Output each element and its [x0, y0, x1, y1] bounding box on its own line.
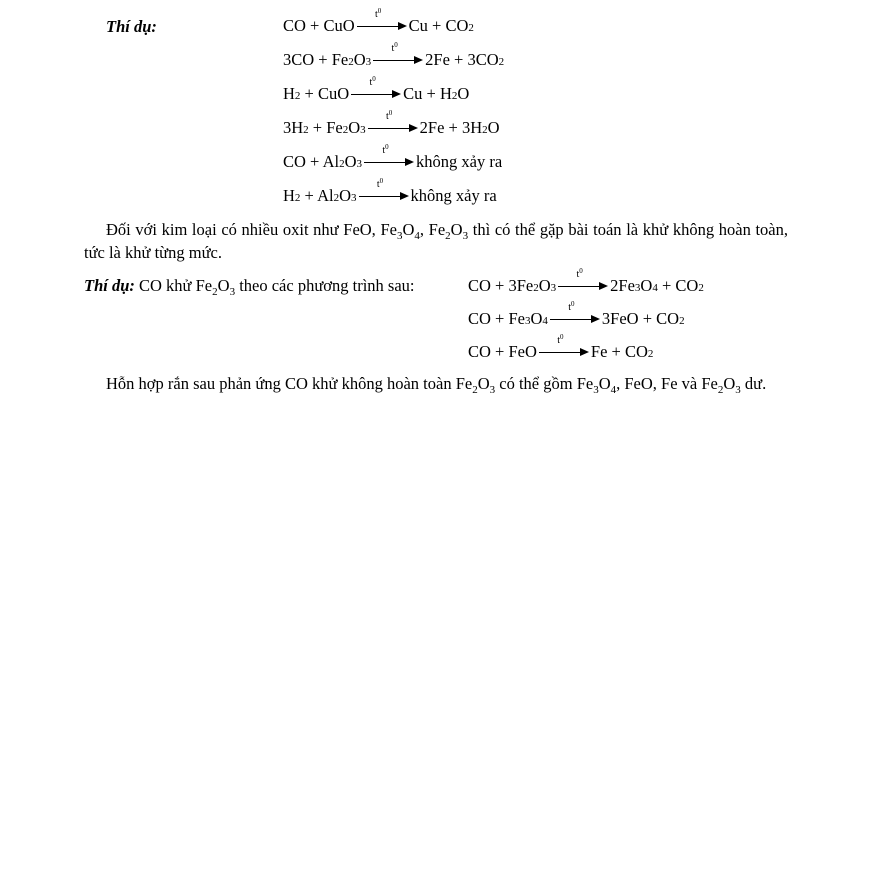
equation-rhs-text: O [457, 84, 470, 103]
paragraph-2-text: O [723, 374, 736, 393]
equation-lhs-text: O [339, 186, 351, 205]
reaction-condition: $t^0$ [376, 177, 384, 190]
equation-rhs-text: Fe + CO [590, 342, 648, 361]
reaction-arrow-icon [357, 7, 407, 31]
example-2-intro-subscript: 3 [229, 286, 236, 298]
paragraph-2-text: O [477, 374, 490, 393]
equation-row: H 2 + Al 2 O 3 $t^0$ không xảy ra [283, 177, 497, 205]
equation-lhs-text: CO + Fe [468, 309, 525, 328]
reaction-arrow-icon [539, 333, 589, 357]
equation-lhs-text: 3H [283, 118, 304, 137]
paragraph-1-text: O [450, 220, 463, 239]
equation-lhs-text: CO + CuO [283, 16, 355, 35]
equation-lhs-text: H [283, 186, 295, 205]
reaction-condition: $t^0$ [382, 143, 389, 156]
equation-lhs-text: O [348, 118, 361, 137]
equation-rhs-text: 3FeO + CO [601, 309, 680, 328]
equation-lhs-text: + Al [300, 186, 334, 205]
paragraph-1-subscript: 3 [462, 230, 469, 242]
equation-rhs-text: Cu + CO [408, 16, 469, 35]
paragraph-2 [84, 372, 788, 395]
example-label-2: Thí dụ: [84, 276, 135, 295]
paragraph-2-subscript: 2 [472, 384, 478, 396]
reaction-condition: $t^0$ [375, 7, 382, 20]
equation-row: 3H 2 + Fe 2 O 3 $t^0$ 2Fe + 3H 2 O [283, 109, 500, 137]
reaction-condition: $t^0$ [386, 109, 393, 122]
paragraph-2-text: Hỗn hợp rắn sau phản ứng CO khử không hoàn toàn Fe [106, 374, 473, 393]
paragraph-1 [84, 218, 788, 264]
reaction-arrow-icon [368, 109, 418, 133]
equation-lhs-text: H [283, 84, 295, 103]
example-2-intro-text: theo các phương trình sau: [235, 276, 415, 295]
paragraph-2-text: có thể gồm Fe [495, 374, 594, 393]
reaction-arrow-icon [359, 177, 409, 201]
paragraph-1-text [84, 220, 788, 262]
example-2-intro [139, 276, 415, 298]
equation-row: CO + Al 2 O 3 $t^0$ không xảy ra [283, 143, 503, 171]
paragraph-2-text [106, 374, 767, 396]
equation-rhs-text: O [640, 276, 653, 295]
reaction-condition: $t^0$ [391, 41, 398, 54]
equation-lhs-text: CO + 3Fe [468, 276, 534, 295]
reaction-condition: $t^0$ [576, 267, 583, 280]
equation-lhs-text: 3CO + Fe [283, 50, 349, 69]
equation-lhs-text: CO + Al [283, 152, 340, 171]
paragraph-1-text: Đối với kim loại có nhiều oxit như FeO, Fe [106, 220, 397, 239]
equation-row: H 2 + CuO $t^0$ Cu + H 2 O [283, 75, 470, 103]
example-2-intro-subscript: 2 [212, 286, 218, 298]
paragraph-2-subscript: 4 [610, 384, 617, 396]
equation-rhs-text: Cu + H [403, 84, 452, 103]
equation-lhs-text: + Fe [308, 118, 343, 137]
equation-row: CO + CuO $t^0$ Cu + CO 2 [283, 7, 474, 35]
reaction-condition: $t^0$ [369, 75, 376, 88]
paragraph-1-text: O [402, 220, 415, 239]
equation-lhs-text: O [353, 50, 366, 69]
equation-rhs-text: 2Fe + 3CO [425, 50, 499, 69]
paragraph-2-subscript: 2 [717, 384, 724, 396]
equation-rhs-text: + CO [657, 276, 699, 295]
example-2-intro-text: CO khử Fe [139, 276, 213, 295]
paragraph-2-text: , FeO, Fe và Fe [616, 374, 718, 393]
equation-row: CO + Fe 3 O 4 $t^0$ 3FeO + CO 2 [468, 300, 685, 328]
equation-lhs-text: O [530, 309, 543, 328]
equation-rhs-text: không xảy ra [416, 152, 503, 171]
equation-rhs-text: 2Fe + 3H [419, 118, 483, 137]
paragraph-1-subscript: 3 [396, 230, 403, 242]
equation-rhs-text: 2Fe [610, 276, 635, 295]
example-2-intro-text: O [217, 276, 230, 295]
paragraph-2-subscript: 3 [489, 384, 496, 396]
paragraph-2-subscript: 3 [735, 384, 741, 396]
paragraph-2-subscript: 3 [593, 384, 599, 396]
paragraph-1-subscript: 4 [414, 230, 420, 242]
paragraph-1-subscript: 2 [445, 230, 451, 242]
reaction-arrow-icon [351, 75, 401, 99]
reaction-condition: $t^0$ [568, 300, 575, 313]
paragraph-1-text: thì có thể gặp bài toán là khử không hoàn toàn, tức là khử từng mức. [84, 220, 789, 262]
example-2-line [84, 276, 414, 296]
reaction-arrow-icon [550, 300, 600, 324]
equation-row: 3CO + Fe 2 O 3 $t^0$ 2Fe + 3CO 2 [283, 41, 505, 69]
equation-lhs-text: + CuO [300, 84, 350, 103]
paragraph-1-text: , Fe [419, 220, 446, 239]
equation-rhs-text: không xảy ra [410, 186, 497, 205]
equation-lhs-text: O [538, 276, 551, 295]
equation-lhs-text: CO + FeO [468, 342, 537, 361]
reaction-arrow-icon [364, 143, 414, 167]
reaction-condition: $t^0$ [557, 333, 564, 346]
equation-rhs-text: O [487, 118, 500, 137]
reaction-arrow-icon [373, 41, 423, 65]
equation-row: CO + 3Fe 2 O 3 $t^0$ 2Fe 3 O 4 + CO 2 [468, 267, 704, 295]
equation-lhs-text: O [344, 152, 357, 171]
paragraph-2-text: O [598, 374, 611, 393]
equation-row: CO + FeO $t^0$ Fe + CO 2 [468, 333, 654, 361]
reaction-arrow-icon [558, 267, 608, 291]
example-label-1: Thí dụ: [106, 17, 157, 36]
paragraph-2-text: dư. [740, 374, 767, 393]
